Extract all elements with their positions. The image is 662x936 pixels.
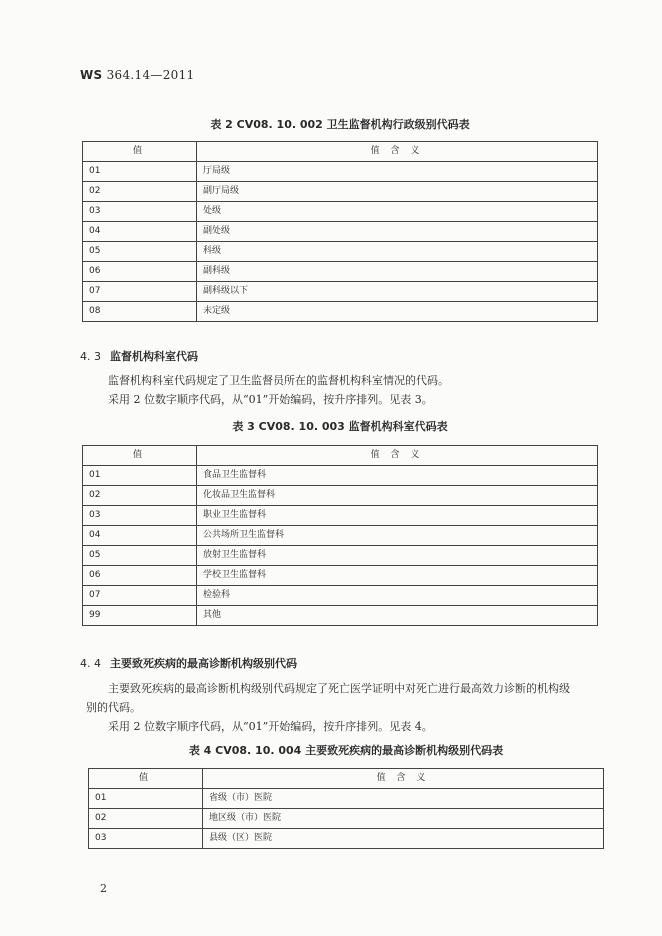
table-cell-meaning: 科级: [197, 242, 598, 262]
table2: [82, 141, 598, 322]
table-row: [83, 202, 598, 222]
section-4-3-title: 监督机构科室代码: [110, 350, 198, 363]
table-row: [83, 162, 598, 182]
table-cell-code: 01: [83, 466, 197, 486]
table-row: [83, 546, 598, 566]
table-cell-meaning: 副科级: [197, 262, 598, 282]
table2-col-meaning: 值 含 义: [197, 142, 598, 162]
table-cell-meaning: 学校卫生监督科: [197, 566, 598, 586]
table-cell-code: 03: [83, 202, 197, 222]
table-cell-meaning: 未定级: [197, 302, 598, 322]
table-cell-meaning: 地区级（市）医院: [203, 809, 604, 829]
table4-col-meaning: 值 含 义: [203, 769, 604, 789]
table-row: [83, 526, 598, 546]
table-cell-code: 03: [83, 506, 197, 526]
table3-col-value: 值: [83, 446, 197, 466]
table-cell-code: 02: [83, 486, 197, 506]
table3-header-row: [83, 446, 598, 466]
table-cell-code: 07: [83, 282, 197, 302]
table3-caption: 表 3 CV08. 10. 003 监督机构科室代码表: [232, 420, 448, 433]
table-cell-meaning: 公共场所卫生监督科: [197, 526, 598, 546]
table3-col-meaning: 值 含 义: [197, 446, 598, 466]
table-cell-code: 03: [89, 829, 203, 849]
table-cell-code: 06: [83, 566, 197, 586]
table4-caption: 表 4 CV08. 10. 004 主要致死疾病的最高诊断机构级别代码表: [188, 744, 504, 757]
page-number: 2: [100, 882, 107, 895]
table4-header-row: [89, 769, 604, 789]
section-4-4-title: 主要致死疾病的最高诊断机构级别代码: [110, 657, 297, 670]
section-4-4-paragraph-1-line-2: 别的代码。: [86, 701, 141, 714]
standard-header: [80, 68, 194, 82]
table-row: [83, 566, 598, 586]
table4: [88, 768, 604, 849]
table-cell-meaning: 省级（市）医院: [203, 789, 604, 809]
table-cell-meaning: 副厅局级: [197, 182, 598, 202]
table-cell-code: 99: [83, 606, 197, 626]
table-cell-code: 06: [83, 262, 197, 282]
table-cell-meaning: 检验科: [197, 586, 598, 606]
table-cell-meaning: 县级（区）医院: [203, 829, 604, 849]
table-cell-meaning: 职业卫生监督科: [197, 506, 598, 526]
table-row: [83, 182, 598, 202]
table2-caption: 表 2 CV08. 10. 002 卫生监督机构行政级别代码表: [210, 118, 470, 131]
table-cell-code: 04: [83, 526, 197, 546]
standard-prefix: WS: [80, 68, 103, 82]
table-row: [83, 262, 598, 282]
table-cell-meaning: 食品卫生监督科: [197, 466, 598, 486]
table-row: [83, 302, 598, 322]
table-cell-code: 05: [83, 242, 197, 262]
table-cell-code: 01: [83, 162, 197, 182]
section-4-4-heading: [80, 655, 297, 671]
table-row: [83, 242, 598, 262]
section-4-4-number: 4. 4: [80, 657, 101, 670]
table2-header-row: [83, 142, 598, 162]
table-row: [89, 829, 604, 849]
table-cell-code: 02: [83, 182, 197, 202]
table-cell-meaning: 处级: [197, 202, 598, 222]
table-cell-meaning: 放射卫生监督科: [197, 546, 598, 566]
section-4-4-paragraph-2: 采用 2 位数字顺序代码，从“01”开始编码，按升序排列。见表 4。: [108, 720, 433, 733]
table-cell-meaning: 其他: [197, 606, 598, 626]
table-cell-meaning: 厅局级: [197, 162, 598, 182]
section-4-3-heading: [80, 348, 198, 364]
table-row: [83, 506, 598, 526]
table-row: [83, 222, 598, 242]
table3: [82, 445, 598, 626]
section-4-3-paragraph-1: 监督机构科室代码规定了卫生监督员所在的监督机构科室情况的代码。: [108, 374, 449, 387]
table4-col-value: 值: [89, 769, 203, 789]
table-cell-code: 05: [83, 546, 197, 566]
table-cell-code: 08: [83, 302, 197, 322]
table-cell-meaning: 副科级以下: [197, 282, 598, 302]
section-4-4-paragraph-1-line-1: 主要致死疾病的最高诊断机构级别代码规定了死亡医学证明中对死亡进行最高效力诊断的机构级: [108, 682, 570, 695]
section-4-3-paragraph-2: 采用 2 位数字顺序代码，从“01”开始编码，按升序排列。见表 3。: [108, 393, 433, 406]
table-row: [89, 789, 604, 809]
table-row: [89, 809, 604, 829]
table-cell-meaning: 副处级: [197, 222, 598, 242]
table-cell-code: 01: [89, 789, 203, 809]
table-cell-code: 02: [89, 809, 203, 829]
standard-number: 364.14—2011: [106, 68, 195, 82]
table-row: [83, 282, 598, 302]
section-4-3-number: 4. 3: [80, 350, 101, 363]
table-row: [83, 466, 598, 486]
table-cell-code: 04: [83, 222, 197, 242]
table2-col-value: 值: [83, 142, 197, 162]
table-row: [83, 486, 598, 506]
table-row: [83, 586, 598, 606]
table-cell-code: 07: [83, 586, 197, 606]
table-cell-meaning: 化妆品卫生监督科: [197, 486, 598, 506]
table-row: [83, 606, 598, 626]
